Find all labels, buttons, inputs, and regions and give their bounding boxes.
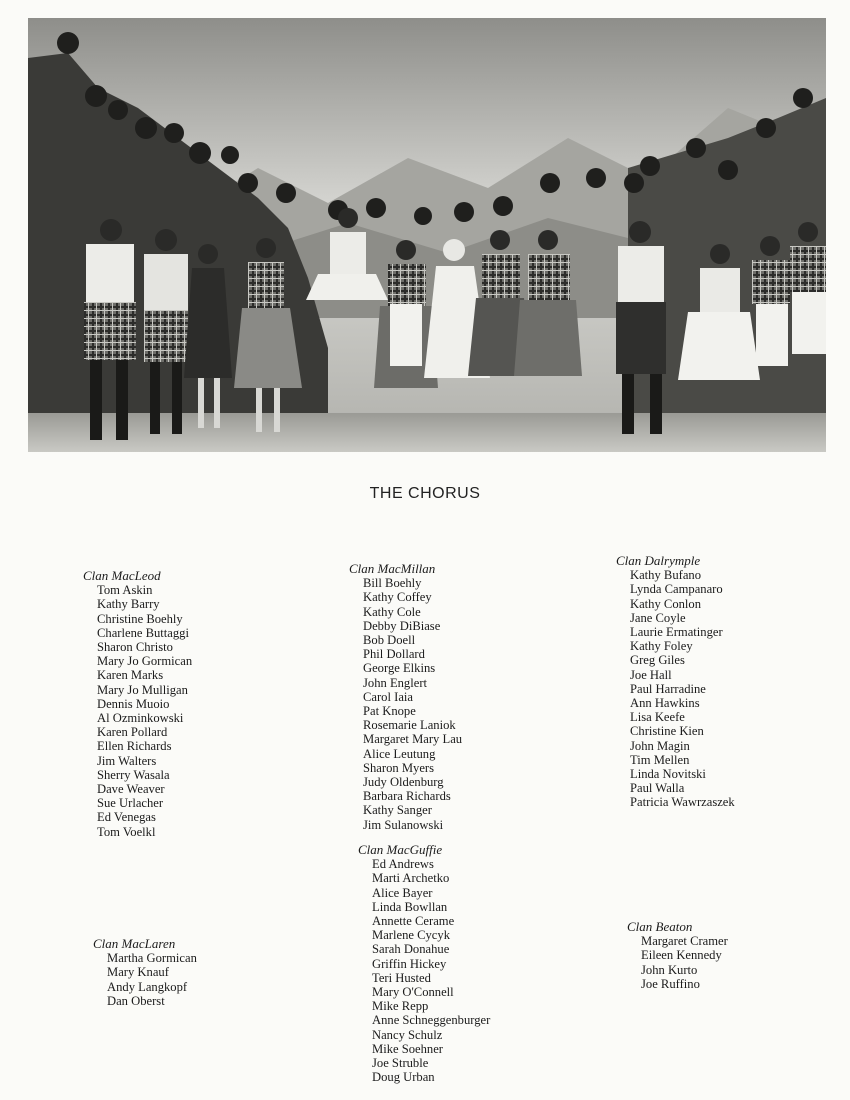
member-name: Griffin Hickey [372,956,447,971]
clan-name: Clan Dalrymple [616,553,701,568]
member-name: Mary Jo Gormican [97,654,193,669]
member-name: Judy Oldenburg [363,775,444,790]
member-name: Kathy Conlon [630,596,702,611]
member-name: Kathy Foley [630,639,693,654]
member-name: Mike Soehner [372,1041,443,1056]
chorus-photo-illustration [28,18,826,452]
clan-macmillan-list [349,562,462,832]
member-name: Alice Bayer [372,885,433,900]
clan-name: Clan MacMillan [349,561,436,576]
member-list [349,576,462,832]
member-name: Jim Walters [97,753,157,768]
member-name: Christine Kien [630,724,704,739]
member-name: Phil Dollard [363,647,425,662]
member-name: Sharon Myers [363,760,435,775]
member-name: Al Ozminkowski [97,711,184,726]
member-name: Kathy Sanger [363,803,432,818]
clan-maclaren-list [93,937,197,1008]
member-name: Mary Jo Mulligan [97,682,188,697]
clan-macleod-list [83,569,192,839]
member-name: Greg Giles [630,653,685,668]
member-list [83,583,192,839]
member-name: Ann Hawkins [630,696,700,711]
clan-name: Clan Beaton [627,919,693,934]
member-name: Linda Bowllan [372,899,448,914]
member-name: Tom Voelkl [97,824,156,839]
member-name: Karen Marks [97,668,164,683]
member-name: Joe Ruffino [641,976,700,991]
member-name: Martha Gormican [107,951,197,966]
member-name: George Elkins [363,661,436,676]
member-name: Debby DiBiase [363,618,441,633]
member-name: Joe Struble [372,1056,429,1071]
member-list [358,857,490,1084]
member-name: Carol Iaia [363,689,413,704]
member-name: Joe Hall [630,667,672,682]
member-name: Sharon Christo [97,640,173,655]
member-name: Lisa Keefe [630,710,685,725]
member-name: Pat Knope [363,704,416,719]
member-name: Dan Oberst [107,993,165,1008]
member-name: Bob Doell [363,633,416,648]
member-name: Christine Boehly [97,611,183,626]
clan-beaton-list [627,920,728,991]
member-name: Kathy Barry [97,597,160,612]
member-name: Paul Walla [630,781,685,796]
member-name: Jim Sulanowski [363,817,444,832]
member-name: Ed Andrews [372,857,434,872]
member-name: Alice Leutung [363,746,436,761]
member-name: Dennis Muoio [97,696,170,711]
member-name: Linda Novitski [630,767,706,782]
member-name: Eileen Kennedy [641,948,722,963]
clan-dalrymple-list [616,554,735,810]
member-name: John Kurto [641,962,698,977]
member-list [627,934,728,991]
member-name: Annette Cerame [372,914,455,929]
member-name: Sarah Donahue [372,942,450,957]
member-name: Patricia Wawrzaszek [630,795,735,810]
member-name: Marti Archetko [372,871,450,886]
member-name: Ed Venegas [97,810,156,825]
member-name: Rosemarie Laniok [363,718,456,733]
member-name: Teri Husted [372,970,431,985]
member-list [93,951,197,1008]
member-name: Bill Boehly [363,576,422,591]
member-name: Mary O'Connell [372,985,454,1000]
member-name: Paul Harradine [630,681,706,696]
member-name: Lynda Campanaro [630,582,723,597]
clan-macguffie-list [358,843,490,1084]
member-name: Mike Repp [372,999,429,1014]
member-name: Barbara Richards [363,789,451,804]
member-name: Charlene Buttaggi [97,625,189,640]
member-name: Kathy Cole [363,604,421,619]
member-name: Jane Coyle [630,610,686,625]
member-name: Tom Askin [97,583,153,598]
member-name: Dave Weaver [97,782,165,797]
member-name: Anne Schneggenburger [372,1013,491,1028]
member-name: Laurie Ermatinger [630,625,723,640]
member-name: Karen Pollard [97,725,168,740]
member-name: Andy Langkopf [107,979,188,994]
clan-name: Clan MacLaren [93,936,176,951]
member-name: Mary Knauf [107,965,169,980]
clan-name: Clan MacGuffie [358,842,443,857]
clan-name: Clan MacLeod [83,568,161,583]
member-name: Kathy Coffey [363,590,432,605]
member-name: Marlene Cycyk [372,928,450,943]
member-name: Nancy Schulz [372,1027,443,1042]
member-name: Kathy Bufano [630,568,701,583]
member-name: Ellen Richards [97,739,172,754]
member-name: Margaret Cramer [641,934,728,949]
member-name: John Magin [630,738,690,753]
member-name: Margaret Mary Lau [363,732,463,747]
member-name: Sue Urlacher [97,796,164,811]
chorus-photo [28,18,826,452]
member-name: Sherry Wasala [97,767,170,782]
page-title: THE CHORUS [369,485,481,502]
member-name: Doug Urban [372,1070,435,1085]
member-name: John Englert [363,675,428,690]
member-list [616,568,735,809]
member-name: Tim Mellen [630,752,690,767]
